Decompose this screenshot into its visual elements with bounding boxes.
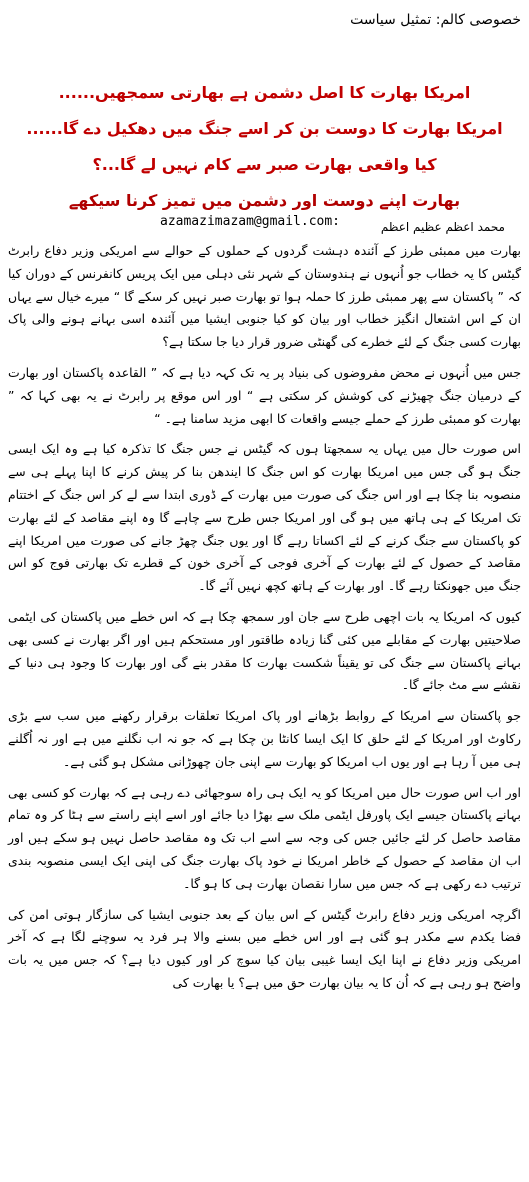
headline-1: امریکا بھارت کا اصل دشمن ہے بھارتی سمجھیں...... — [58, 83, 471, 102]
headline-block — [20, 82, 509, 226]
article-paragraph: بھارت میں ممبئی طرز کے آئندہ دہشت گردوں کے حملوں کے حوالے سے امریکی وزیر دفاع رابرٹ گیٹس کا یہ خطاب جو اُنہوں نے ہندوستان کے شہر نئی دہلی میں ایک پریس کانفرنس کے دوران کیا کہ ” پاکستان سے پھر ممبئی طرز کا حملہ ہوا تو بھارت صبر نہیں کر سکے گا “ میرے خیال سے یہاں ان کے اس اشتعال انگیز خطاب اور بیان کو کیا جنوبی ایشیا میں آئندہ اسی بہانے ہونے والی پاک بھارت کسی جنگ کے لئے خطرے کی گھنٹی ضرور قرار دیا جا سکتا ہے؟ — [8, 243, 521, 350]
author-email: azamazimazam@gmail.com: — [160, 214, 341, 229]
article-paragraph: اور اب اس صورت حال میں امریکا کو یہ ایک ہی راہ سوجھائی دے رہی ہے کہ بھارت کو کسی بھی بہانے پاکستان جیسے ایک پاورفل ایٹمی ملک سے بھڑا دیا جائے اور اسے اپنے راستے سے ہٹا کر وہ تمام مقاصد حاصل کر لئے جائیں جس کی وجہ سے اسے اب تک وہ مقاصد حاصل نہیں ہو سکے ہیں اور اب ان مقاصد کے حصول کے خاطر امریکا نے خود پاک بھارت جنگ کی اپنی ایک ایسی منصوبہ بندی ترتیب دے رکھی ہے کہ جس میں سارا نقصان بھارت ہی کا ہو گا۔ — [8, 784, 521, 891]
column-kicker: خصوصی کالم: تمثیل سیاست — [350, 12, 521, 28]
article-paragraph: اگرچہ امریکی وزیر دفاع رابرٹ گیٹس کے اس بیان کے بعد جنوبی ایشیا کی سازگار ہوتی امن کی فضا یکدم سے مکدر ہو گئی ہے اور اس خطے میں بسنے والا ہر فرد یہ سوچنے لگا ہے کہ آخر امریکی وزیر دفاع نے اپنا ایک ایسا غیبی بیان کیا سوچ کر اور کیوں دیا ہے؟ کہ جس میں یہ بات واضح ہو رہی ہے کہ اُن کا یہ بیان بھارت حق میں ہے؟ یا بھارت کی — [8, 906, 521, 990]
headline-2: امریکا بھارت کا دوست بن کر اسے جنگ میں دھکیل دے گا...... — [26, 119, 503, 138]
article-paragraph: کیوں کہ امریکا یہ بات اچھی طرح سے جان اور سمجھ چکا ہے کہ اس خطے میں پاکستان کی ایٹمی صلاحیتیں بھارت کے مقابلے میں کئی گنا زیادہ طاقتور اور مستحکم ہیں اور اگر بھارت نے کسی بھی بہانے پاکستان سے جنگ کی تو یقیناً شکست بھارت کا مقدر بنے گی اور بھارت کا وجود ہی دنیا کے نقشے سے مٹ جائے گا۔ — [8, 608, 521, 693]
article-body — [8, 240, 521, 1003]
article-paragraph: جو پاکستان سے امریکا کے روابط بڑھانے اور پاک امریکا تعلقات برقرار رکھنے میں سب سے بڑی رکاوٹ اور امریکا کے لئے حلق کا ایک ایسا کانٹا بن چکا ہے کہ جو نہ اب نگلنے میں ہے اور نہ اُگلنے ہی میں آ رہا ہے اور یوں اب امریکا کو بھارت سے اپنی جان چھوڑانی مشکل ہو گئی ہے۔ — [8, 708, 521, 769]
author-byline: محمد اعظم عظیم اعظم — [380, 220, 505, 234]
headline-4: بھارت اپنے دوست اور دشمن میں تمیز کرنا سیکھے — [68, 191, 461, 210]
article-paragraph: اس صورت حال میں یہاں یہ سمجھتا ہوں کہ گیٹس نے جس جنگ کا تذکرہ کیا ہے وہ ایک ایسی جنگ ہو گی جس میں امریکا بھارت کو اس جنگ کا ایندھن بنا کر پیش کرنے کا اپنا پہلے ہی سے منصوبہ بنا چکا ہے اور اس جنگ کی صورت میں بھارت کے ڈوری ابتدا سے لے کر اس جنگ کے اختتام تک امریکا کے ہی ہاتھ میں ہو گی اور امریکا جس طرح سے چاہے گا وہ اپنے مقاصد کے لئے بھارت کو پاکستان سے جنگ کرنے کے لئے اکساتا رہے گا اور یوں جنگ چھڑ جانے کی صورت میں امریکا اپنے مقاصد کے حصول کے لئے بھارت کے آخری فوجی کے آخری خون کے قطرے تک بھارتی فوج کو اس جنگ میں جھونکتا رہے گا۔ اور بھارت کے ہاتھ کچھ نہیں آئے گا۔ — [8, 441, 521, 594]
headline-3: کیا واقعی بھارت صبر سے کام نہیں لے گا...؟ — [92, 155, 437, 174]
article-paragraph: جس میں اُنہوں نے محض مفروضوں کی بنیاد پر یہ تک کہہ دیا ہے کہ ” القاعدہ پاکستان اور بھارت کے درمیان جنگ چھیڑنے کی کوشش کر سکتی ہے “ اور اس موقع پر رابرٹ نے یہ بھی کہا کہ ” بھارت کو ممبئی طرز کے حملے جیسے واقعات کا ابھی مزید سامنا ہے۔ “ — [8, 364, 521, 426]
